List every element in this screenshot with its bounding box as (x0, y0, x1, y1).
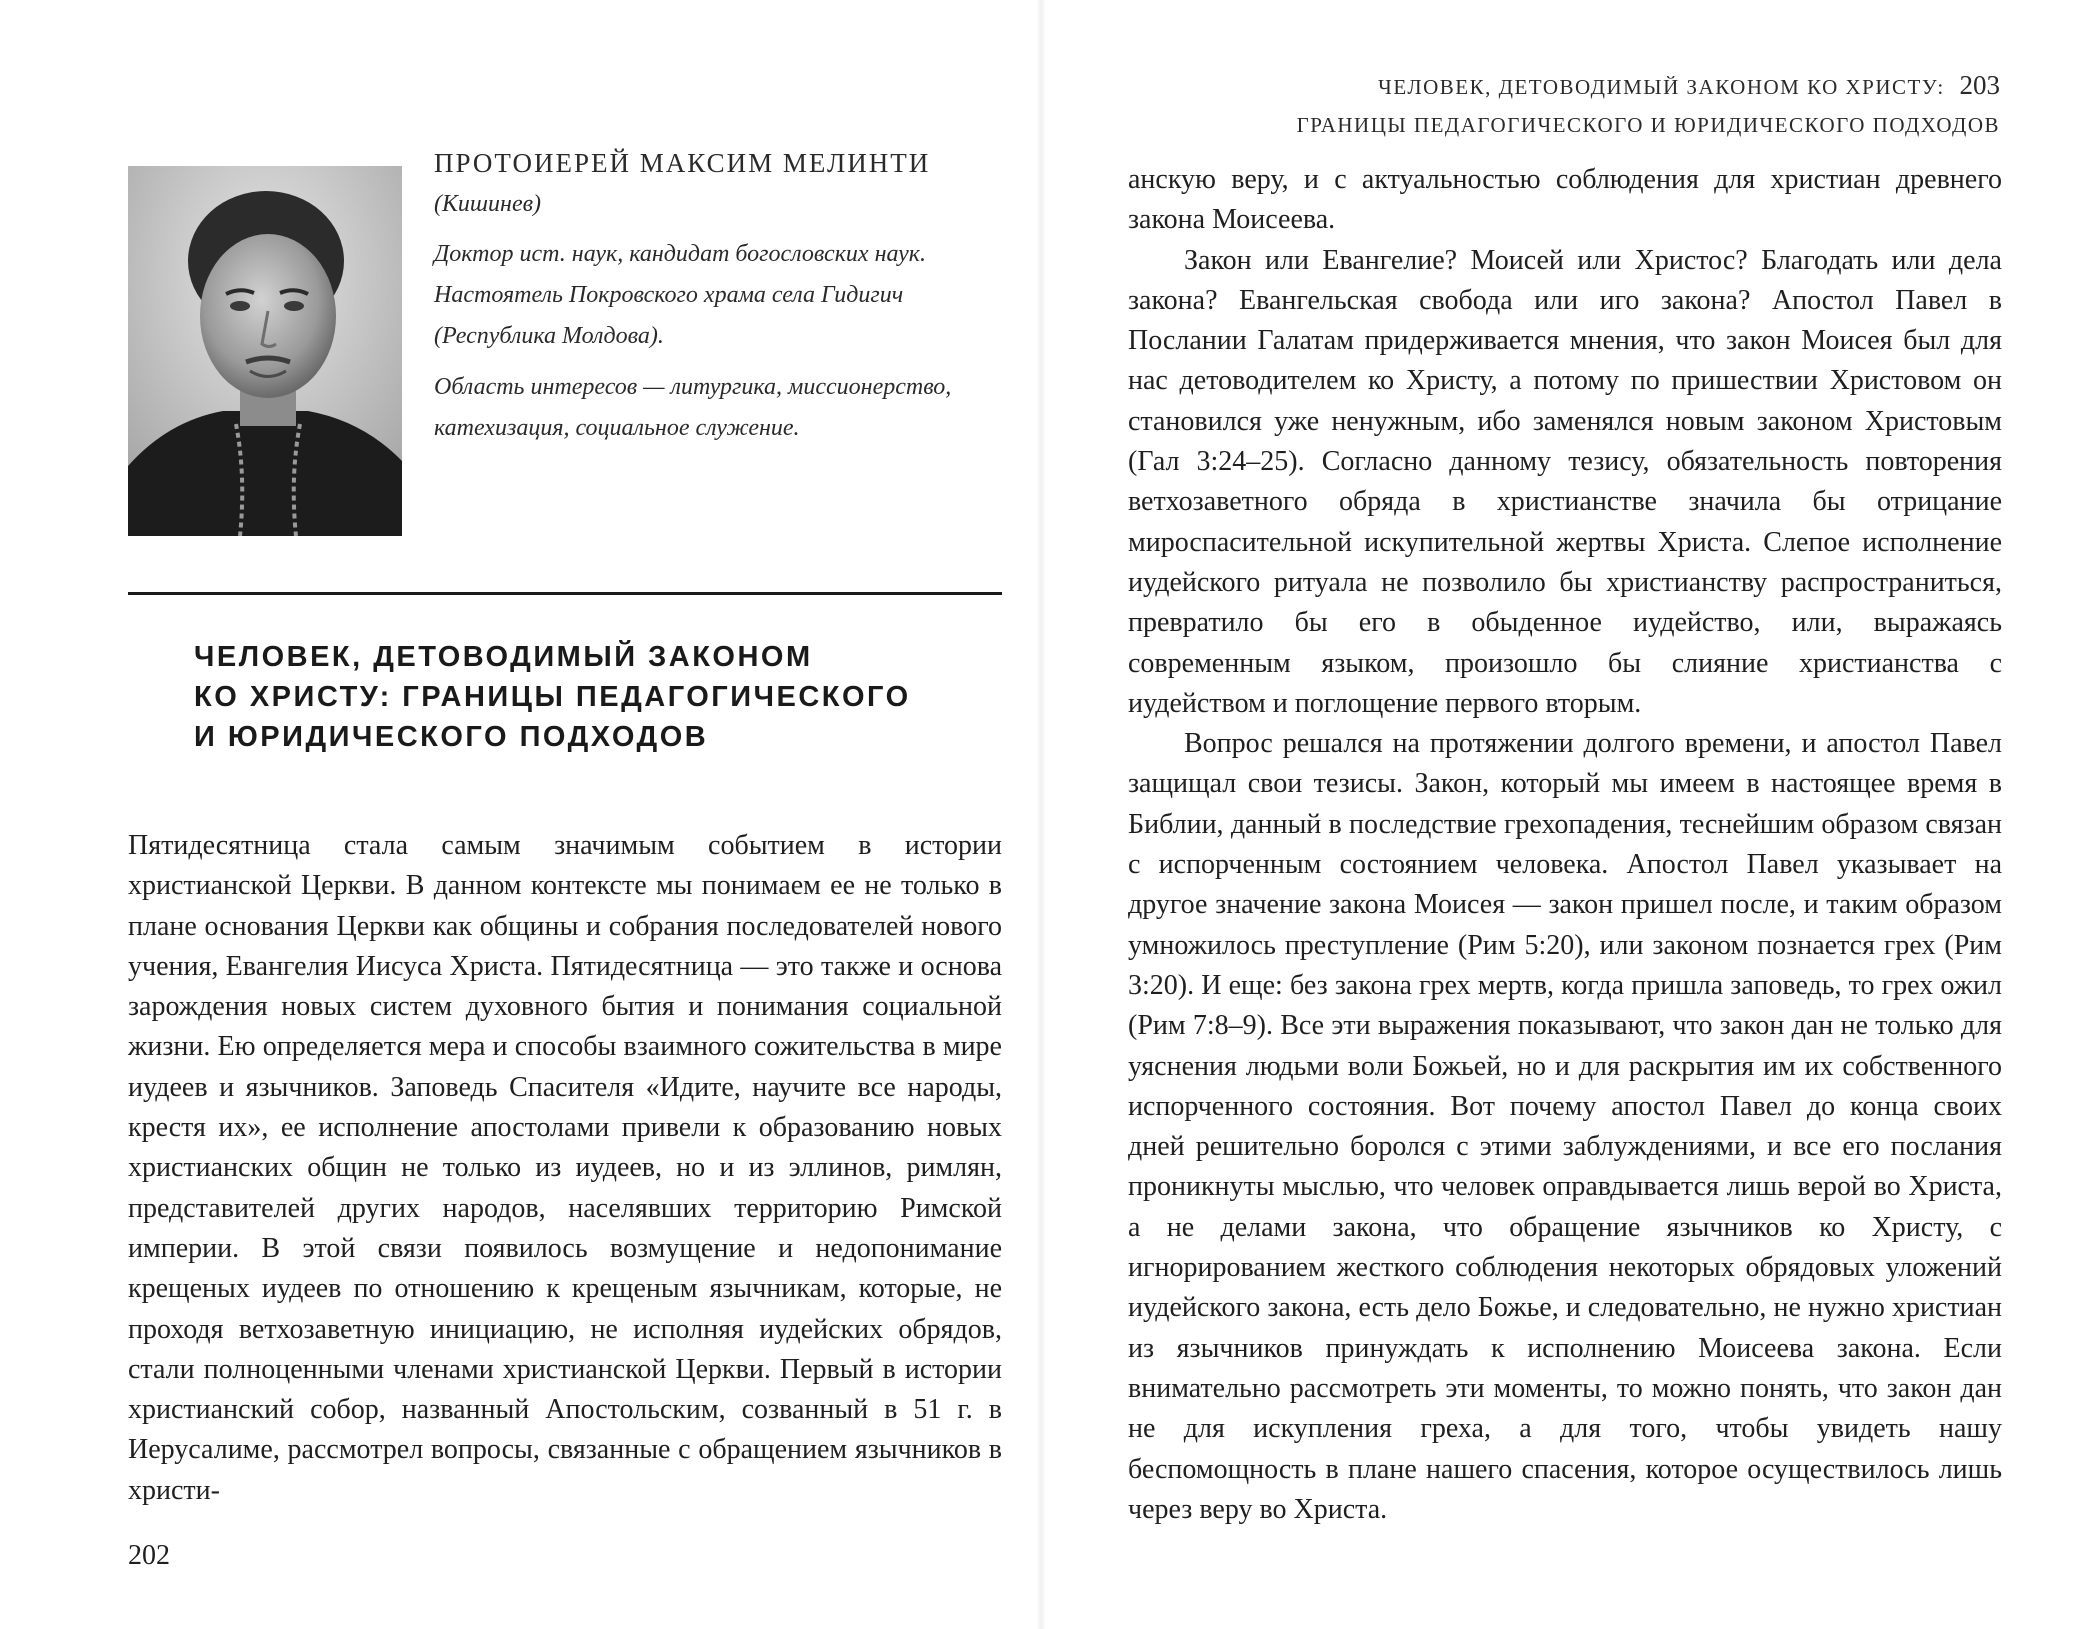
author-portrait (128, 166, 402, 536)
paragraph: Пятидесятница стала самым значимым событием в истории христианской Церкви. В данном контексте мы понимаем ее не только в плане основания Церкви как общины и собрания последователей нового учения, Евангелия Иисуса Христа. Пятидесятница — это также и основа зарождения новых систем духовного бытия и понимания социальной жизни. Ею определяется мера и способы взаимного сожительства в мире иудеев и язычников. Заповедь Спасителя «Идите, научите все народы, крестя их», ее исполнение апостолами привели к образованию новых христианских общин не только из иудеев, но и из эллинов, римлян, представителей других народов, населявших территорию Римской империи. В этой связи появилось возмущение и недопонимание крещеных иудеев по отношению к крещеным язычникам, которые, не проходя ветхозаветную инициацию, не исполняя иудейских обрядов, стали полноценными членами христианской Церкви. Первый в истории христианский собор, названный Апостольским, созванный в 51 г. в Иерусалиме, рассмотрел вопросы, связанные с обращением язычников в христи- (128, 830, 1002, 1506)
running-head-line1: ЧЕЛОВЕК, ДЕТОВОДИМЫЙ ЗАКОНОМ КО ХРИСТУ: (1378, 75, 1945, 99)
author-city: (Кишинев) (434, 191, 542, 217)
title-divider (128, 592, 1002, 595)
page-number-right: 203 (1959, 70, 2000, 100)
author-description: Доктор ист. наук, кандидат богословских наук. Настоятель Покровского храма села Гидигич (Республика Молдова). (434, 241, 927, 349)
running-head (1297, 66, 2000, 144)
author-name: ПРОТОИЕРЕЙ МАКСИМ МЕЛИНТИ (434, 148, 931, 178)
article-title-line: КО ХРИСТУ: ГРАНИЦЫ ПЕДАГОГИЧЕСКОГО (194, 681, 911, 713)
author-interests: Область интересов — литургика, миссионерство, катехизация, социальное служение. (434, 374, 952, 441)
running-head-line2: ГРАНИЦЫ ПЕДАГОГИЧЕСКОГО И ЮРИДИЧЕСКОГО ПОДХОДОВ (1296, 113, 2000, 137)
portrait-photo (128, 166, 402, 536)
page-number-left: 202 (128, 1540, 170, 1571)
paragraph: Закон или Евангелие? Моисей или Христос? Благодать или дела закона? Евангельская свобода или иго закона? Апостол Павел в Послании Галатам придерживается мнения, что закон Моисея был для нас детоводителем ко Христу, а потому по пришествии Христовом он становился уже ненужным, ибо заменялся новым законом Христовым (Гал 3:24–25). Согласно данному тезису, обязательность повторения ветхозаветного обряда в христианстве значила бы отрицание мироспасительной искупительной жертвы Христа. Слепое исполнение иудейского ритуала не позволило бы христианству распространиться, превратило бы его в обыденное иудейство, или, выражаясь современным языком, произошло бы слияние христианства с иудейством и поглощение первого вторым. (1128, 244, 2002, 719)
right-body-text (1128, 160, 2002, 1530)
paragraph: Вопрос решался на протяжении долгого времени, и апостол Павел защищал свои тезисы. Закон, который мы имеем в настоящее время в Библии, данный в последствие грехопадения, теснейшим образом связан с испорченным состоянием человека. Апостол Павел указывает на другое значение закона Моисея — закон пришел после, и таким образом умножилось преступление (Рим 5:20), или законом познается грех (Рим 3:20). И еще: без закона грех мертв, когда пришла заповедь, то грех ожил (Рим 7:8–9). Все эти выражения показывают, что закон дан не только для уяснения людьми воли Божьей, но и для раскрытия им их собственного испорченного состояния. Вот почему апостол Павел до конца своих дней решительно боролся с этими заблуждениями, и все его послания проникнуты мыслью, что человек оправдывается лишь верой во Христа, а не делами закона, что обращение язычников ко Христу, с игнорированием жесткого соблюдения некоторых обрядовых уложений иудейского закона, есть дело Божье, и следовательно, не нужно христиан из язычников принуждать к исполнению Моисеева закона. Если внимательно рассмотреть эти моменты, то можно понять, что закон дан не для искупления греха, а для того, чтобы увидеть нашу беспомощность в плане нашего спасения, которое осуществилось лишь через веру во Христа. (1128, 728, 2002, 1525)
left-page (0, 0, 1041, 1629)
article-title-line: ЧЕЛОВЕК, ДЕТОВОДИМЫЙ ЗАКОНОМ (194, 641, 813, 673)
paragraph: анскую веру, и с актуальностью соблюдения для христиан древнего закона Моисеева. (1128, 164, 2002, 236)
author-info (434, 148, 1014, 449)
article-title (194, 637, 994, 757)
article-title-line: И ЮРИДИЧЕСКОГО ПОДХОДОВ (194, 721, 709, 753)
left-body-text (128, 826, 1002, 1511)
